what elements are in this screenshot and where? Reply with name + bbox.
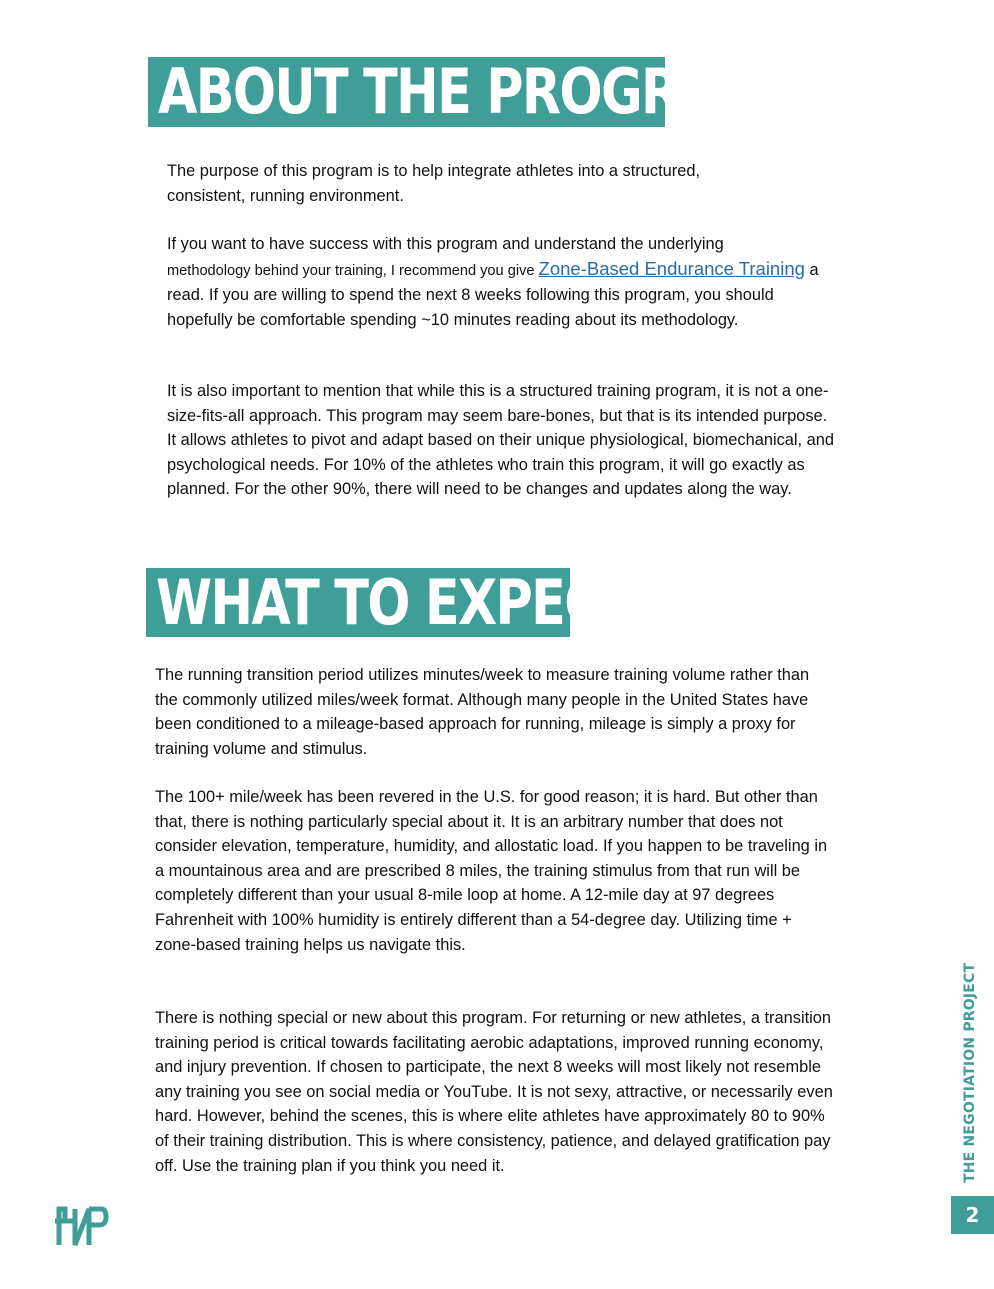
project-title-vertical: THE NEGOTIATION PROJECT	[962, 962, 978, 1183]
zone-based-endurance-training-link[interactable]: Zone-Based Endurance Training	[538, 257, 805, 279]
expect-paragraph-1: The running transition period utilizes minutes/week to measure training volume rather than the commonly utilized miles/week format. Although many people in the United States have been conditioned to a mileage-based approach for running, mileage is simply a proxy for training volume and stimulus.	[155, 666, 810, 758]
about-paragraph-2-rest: a read. If you are willing to spend the next 8 weeks following this program, you should hopefully be comfortable spending ~10 minutes reading about its methodology.	[167, 260, 819, 329]
about-program-heading: ABOUT THE PROGRAM	[148, 57, 665, 127]
tnp-monogram-icon	[53, 1201, 109, 1247]
what-to-expect-heading: WHAT TO EXPECT	[146, 568, 570, 637]
page-number: 2	[951, 1196, 994, 1234]
expect-paragraph-3: There is nothing special or new about this program. For returning or new athletes, a transition training period is critical towards facilitating aerobic adaptations, improved running economy, and injury prevention. If chosen to participate, the next 8 weeks will most likely not resemble any training you see on social media or YouTube. It is not sexy, attractive, or necessarily even hard. However, behind the scenes, this is where elite athletes have approximately 80 to 90% of their training distribution. This is where consistency, patience, and delayed gratification pay off. Use the training plan if you think you need it.	[155, 1009, 833, 1175]
about-paragraph-1: The purpose of this program is to help integrate athletes into a structured, consistent, running environment.	[167, 162, 700, 205]
about-paragraph-3: It is also important to mention that while this is a structured training program, it is not a one-size-fits-all approach. This program may seem bare-bones, but that is its intended purpose. It allows athletes to pivot and adapt based on their unique physiological, biomechanical, and psychological needs. For 10% of the athletes who train this program, it will go exactly as planned. For the other 90%, there will need to be changes and updates along the way.	[167, 382, 834, 499]
about-paragraph-2-small-text: methodology behind your training, I recommend you give	[167, 262, 539, 279]
expect-paragraph-2: The 100+ mile/week has been revered in the U.S. for good reason; it is hard. But other than that, there is nothing particularly special about it. It is an arbitrary number that does not consider elevation, temperature, humidity, and allostatic load. If you happen to be traveling in a mountainous area and are prescribed 8 miles, the training stimulus from that run will be completely different than your usual 8-mile loop at home. A 12-mile day at 97 degrees Fahrenheit with 100% humidity is entirely different than a 54-degree day. Utilizing time + zone-based training helps us navigate this.	[155, 788, 828, 954]
about-paragraph-2-line1: If you want to have success with this program and understand the underlying	[167, 235, 724, 253]
about-paragraph-2	[167, 232, 837, 332]
